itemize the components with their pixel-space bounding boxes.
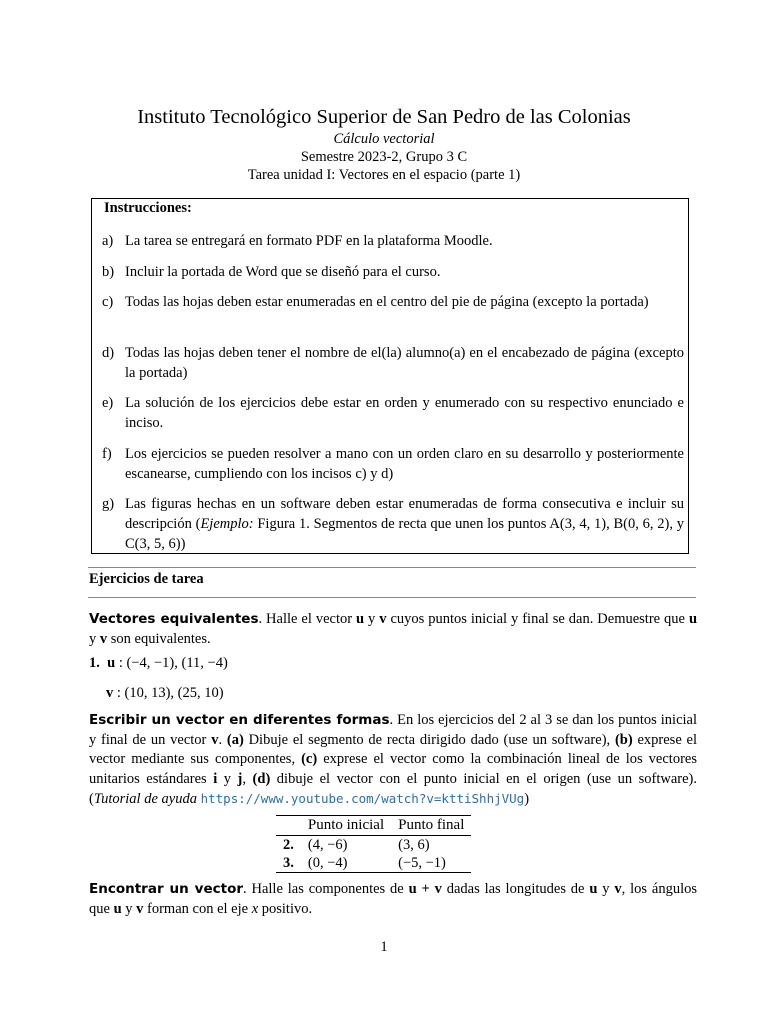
instruction-text <box>125 494 684 554</box>
vector-symbol: v <box>614 881 622 897</box>
instruction-letter: f) <box>102 446 112 462</box>
table-header: Punto final <box>391 816 471 836</box>
table-cell: (−5, −1) <box>391 854 471 873</box>
instruction-item <box>102 262 684 282</box>
paragraph-text: Dibuje el segmento de recta dirigido dado (use un software), <box>243 731 615 748</box>
vector-symbol: v <box>136 901 144 917</box>
tutorial-link[interactable]: https://www.youtube.com/watch?v=kttiShhjVUg <box>200 791 525 806</box>
table-cell: (4, −6) <box>307 837 348 853</box>
instruction-item <box>102 393 684 433</box>
table-row <box>276 836 471 855</box>
points-table <box>276 815 471 873</box>
paragraph-text: positivo. <box>258 901 313 917</box>
divider <box>88 567 696 568</box>
paragraph-text: cuyos puntos inicial y final se dan. Demuestre que <box>386 611 689 627</box>
instruction-text-part: Figura 1. Segmentos de recta que unen los puntos A(3, 4, 1), B(0, 6, 2), y C(3, 5, 6)) <box>125 516 684 552</box>
paragraph-text: dadas las longitudes de <box>441 881 590 897</box>
instruction-letter: c) <box>102 294 114 310</box>
paragraph-text: y <box>89 631 100 647</box>
exercise-number: 1. <box>89 655 100 671</box>
exercise-1-v <box>106 685 224 702</box>
instruction-text: La tarea se entregará en formato PDF en la plataforma Moodle. <box>125 233 493 249</box>
math-variable: x <box>251 901 259 917</box>
paragraph-text: . Halle el vector <box>258 611 357 627</box>
table-row <box>276 854 471 873</box>
paragraph-text: , los ángulos que <box>89 881 697 917</box>
vector-symbol: v <box>99 631 108 647</box>
institution-title: Instituto Tecnológico Superior de San Pedro de las Colonias <box>137 106 631 128</box>
instruction-letter: b) <box>102 264 115 280</box>
instruction-item <box>102 292 684 312</box>
item-marker: (c) <box>301 751 318 767</box>
instruction-text: Todas las hojas deben tener el nombre de el(la) alumno(a) en el encabezado de página (excepto la portada) <box>125 345 684 381</box>
section-title: Vectores equivalentes <box>89 611 259 627</box>
instruction-item <box>102 444 684 484</box>
paragraph-text: y <box>121 901 137 917</box>
vector-symbol: u <box>107 655 116 671</box>
section-title: Escribir un vector en diferentes formas <box>89 712 390 728</box>
paragraph-text: y <box>217 770 238 787</box>
vector-points: : (10, 13), (25, 10) <box>113 685 224 701</box>
item-marker: (d) <box>252 770 271 787</box>
section-title: Encontrar un vector <box>89 881 244 897</box>
vector-symbol: v <box>211 731 219 748</box>
table-cell: (0, −4) <box>301 854 391 873</box>
paragraph-text: forman con el eje <box>143 901 252 917</box>
vector-symbol: u + v <box>408 881 442 897</box>
instructions-box <box>91 198 689 554</box>
course-name: Cálculo vectorial <box>333 131 435 147</box>
table-cell: 2. <box>283 837 294 853</box>
instruction-letter: a) <box>102 233 114 249</box>
instructions-title: Instrucciones: <box>104 200 192 216</box>
paragraph-text: y <box>364 611 380 627</box>
semester-line: Semestre 2023-2, Grupo 3 C <box>300 149 468 165</box>
instruction-text: Todas las hojas deben estar enumeradas en el centro del pie de página (excepto la portada) <box>125 294 649 310</box>
item-marker: (b) <box>614 731 633 748</box>
vector-symbol: u <box>356 611 365 627</box>
paragraph-text: dibuje el vector con el punto inicial en el origen (use un software). ( <box>89 770 698 807</box>
vector-symbol: u <box>589 881 598 897</box>
instruction-item <box>102 231 684 251</box>
example-label: Ejemplo: <box>200 516 254 532</box>
table-cell: (3, 6) <box>398 837 430 853</box>
paragraph-text: . <box>218 731 227 748</box>
tutorial-label: Tutorial de ayuda <box>93 791 197 807</box>
vector-symbol: u <box>113 901 122 917</box>
instruction-text: La solución de los ejercicios debe estar en orden y enumerado con su respectivo enunciado e inciso. <box>125 395 684 431</box>
divider <box>88 597 696 598</box>
paragraph-text: , <box>242 770 253 787</box>
paragraph-text: y <box>597 881 615 897</box>
table-header: Punto inicial <box>301 816 391 836</box>
paragraph-text: . En los ejercicios del 2 al 3 se dan los puntos inicial y final de un vector <box>89 712 697 748</box>
exercises-heading: Ejercicios de tarea <box>89 571 204 587</box>
instruction-letter: g) <box>102 496 115 512</box>
find-vector-paragraph <box>89 879 697 919</box>
instruction-item <box>102 494 684 554</box>
paragraph-text: son equivalentes. <box>107 631 211 647</box>
table-header <box>276 816 301 836</box>
vector-symbol: u <box>688 611 698 627</box>
instruction-letter: e) <box>102 395 114 411</box>
vector-symbol: v <box>106 685 114 701</box>
paragraph-text: ) <box>524 791 530 807</box>
instruction-text: Incluir la portada de Word que se diseñó para el curso. <box>125 264 441 280</box>
table-header-row <box>276 816 471 836</box>
vector-symbol: v <box>379 611 387 627</box>
paragraph-text: exprese el vector mediante sus componentes, <box>89 731 698 767</box>
item-marker: (a) <box>226 731 244 748</box>
vector-symbol: j <box>237 770 243 787</box>
instruction-item <box>102 343 684 383</box>
exercise-1-u <box>89 655 228 672</box>
vector-points: : (−4, −1), (11, −4) <box>115 655 228 671</box>
paragraph-text: . Halle las componentes de <box>243 881 409 897</box>
paragraph-text: exprese el vector como la combinación lineal de los vectores unitarios estándares <box>89 751 697 787</box>
table-cell: 3. <box>276 854 301 873</box>
vector-forms-paragraph <box>89 711 697 810</box>
task-title: Tarea unidad I: Vectores en el espacio (parte 1) <box>247 167 521 183</box>
page-number: 1 <box>380 939 388 955</box>
instruction-text: Los ejercicios se pueden resolver a mano con un orden claro en su desarrollo y posteriormente escanearse, cumpliendo con los incisos c) y d) <box>125 446 684 482</box>
equivalent-vectors-paragraph <box>89 609 697 649</box>
instruction-letter: d) <box>102 345 115 361</box>
vector-symbol: i <box>213 770 218 787</box>
instruction-text-part: Las figuras hechas en un software deben estar enumeradas de forma consecutiva e incluir su descripción ( <box>125 496 684 532</box>
